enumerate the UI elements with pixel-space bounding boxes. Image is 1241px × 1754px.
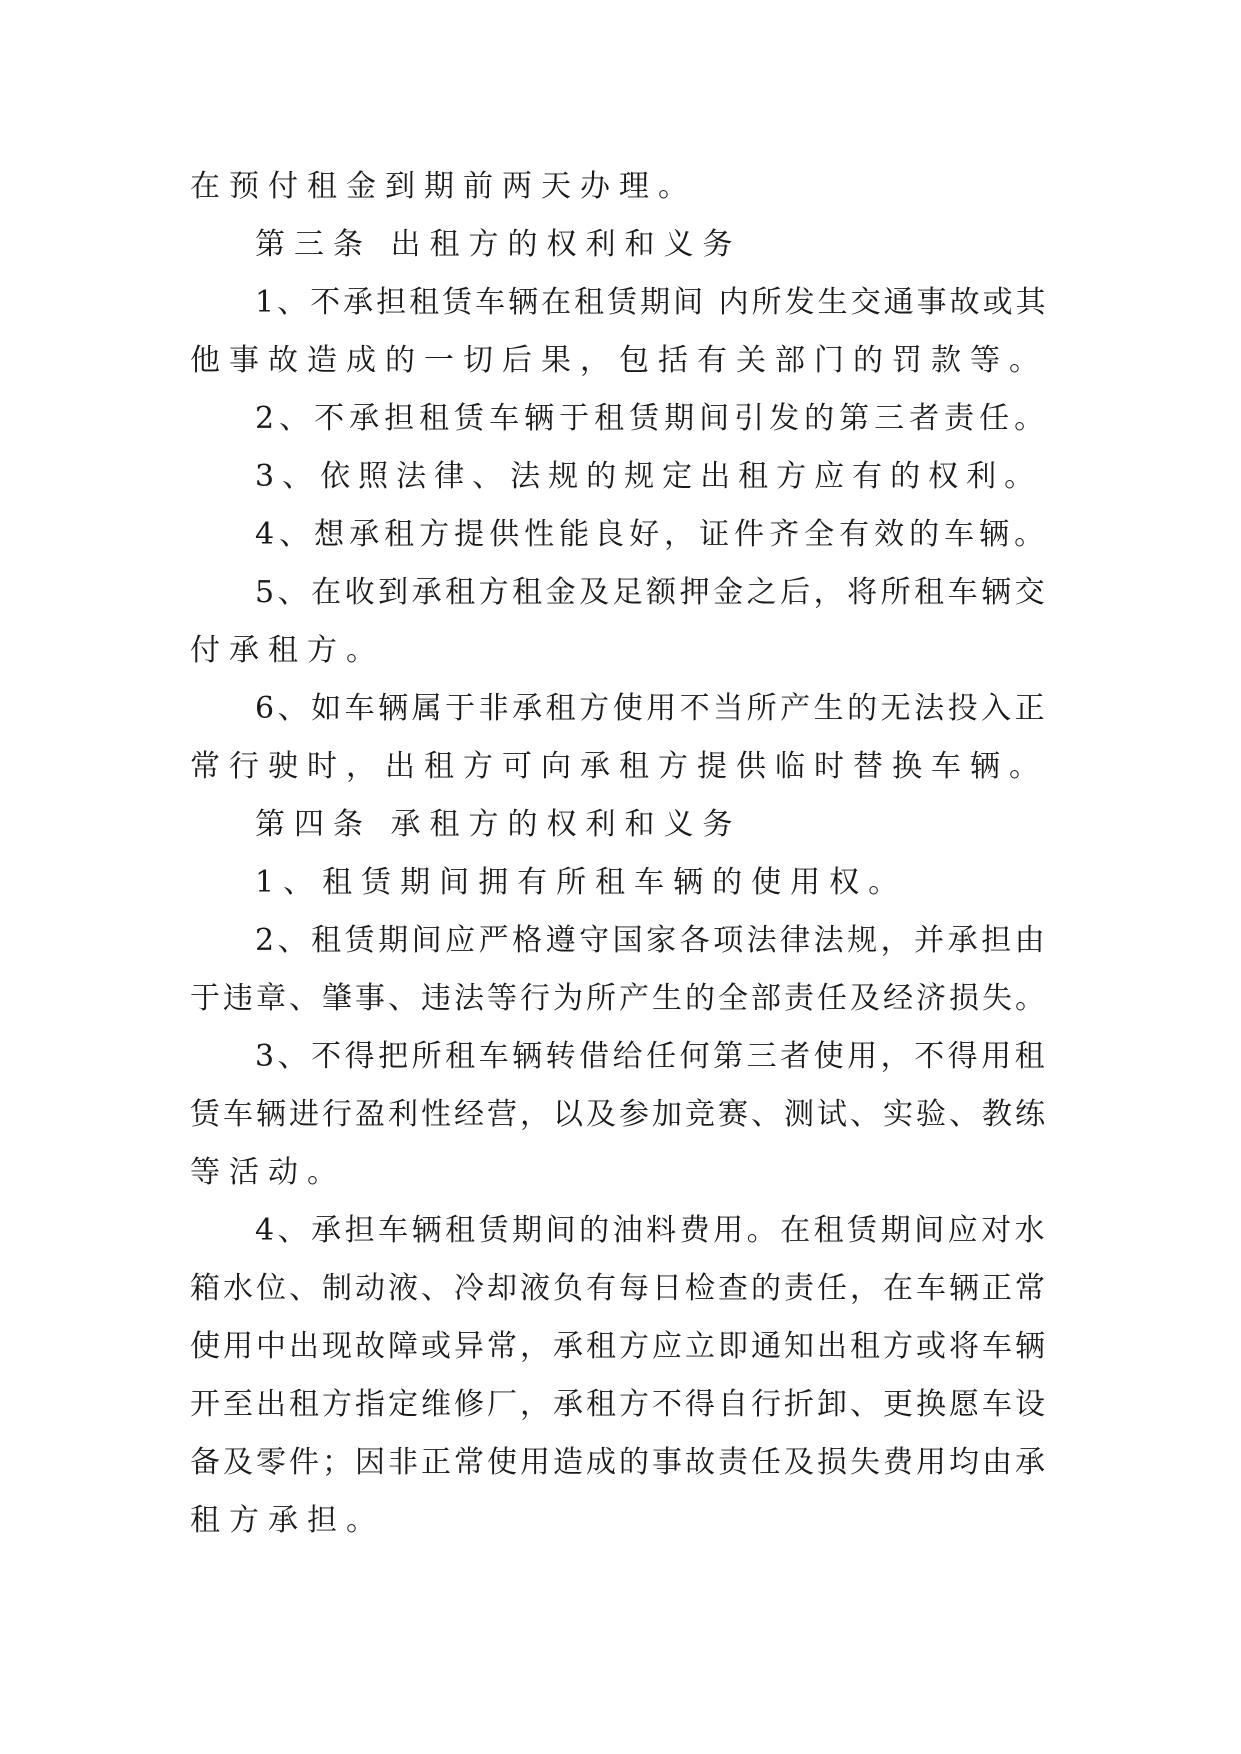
text-line: 4、承担车辆租赁期间的油料费用。在租赁期间应对水 [255,1213,1049,1248]
section-heading: 第三条 出租方的权利和义务 [255,227,742,262]
text-line: 1、不承担租赁车辆在租赁期间 内所发生交通事故或其 [255,285,1049,320]
text-line: 使用中出现故障或异常，承租方应立即通知出租方或将车辆 [190,1329,1048,1364]
text-line: 6、如车辆属于非承租方使用不当所产生的无法投入正 [255,691,1049,726]
text-line: 开至出租方指定维修厂，承租方不得自行折卸、更换愿车设 [190,1387,1048,1422]
text-line: 箱水位、制动液、冷却液负有每日检查的责任，在车辆正常 [190,1271,1048,1306]
text-line: 租方承担。 [190,1503,385,1538]
document-body [190,158,1050,1550]
text-line: 于违章、肇事、违法等行为所产生的全部责任及经济损失。 [190,981,1048,1016]
text-line: 2、不承担租赁车辆于租赁期间引发的第三者责任。 [255,401,1050,436]
section-heading: 第四条 承租方的权利和义务 [255,807,742,842]
text-line: 赁车辆进行盈利性经营，以及参加竞赛、测试、实验、教练 [190,1097,1048,1132]
text-line: 2、租赁期间应严格遵守国家各项法律法规，并承担由 [255,923,1049,958]
text-line: 3、不得把所租车辆转借给任何第三者使用，不得用租 [255,1039,1049,1074]
text-line: 等活动。 [190,1155,346,1190]
text-line: 备及零件；因非正常使用造成的事故责任及损失费用均由承 [190,1445,1048,1480]
text-line: 4、想承租方提供性能良好，证件齐全有效的车辆。 [255,517,1050,552]
text-line: 3、依照法律、法规的规定出租方应有的权利。 [255,459,1043,494]
text-line: 他事故造成的一切后果，包括有关部门的罚款等。 [190,343,1048,378]
text-line: 在预付租金到期前两天办理。 [190,169,697,204]
text-line: 5、在收到承租方租金及足额押金之后，将所租车辆交 [255,575,1049,610]
text-line: 常行驶时，出租方可向承租方提供临时替换车辆。 [190,749,1048,784]
text-line: 付承租方。 [190,633,385,668]
text-line: 1、租赁期间拥有所租车辆的使用权。 [255,865,908,900]
